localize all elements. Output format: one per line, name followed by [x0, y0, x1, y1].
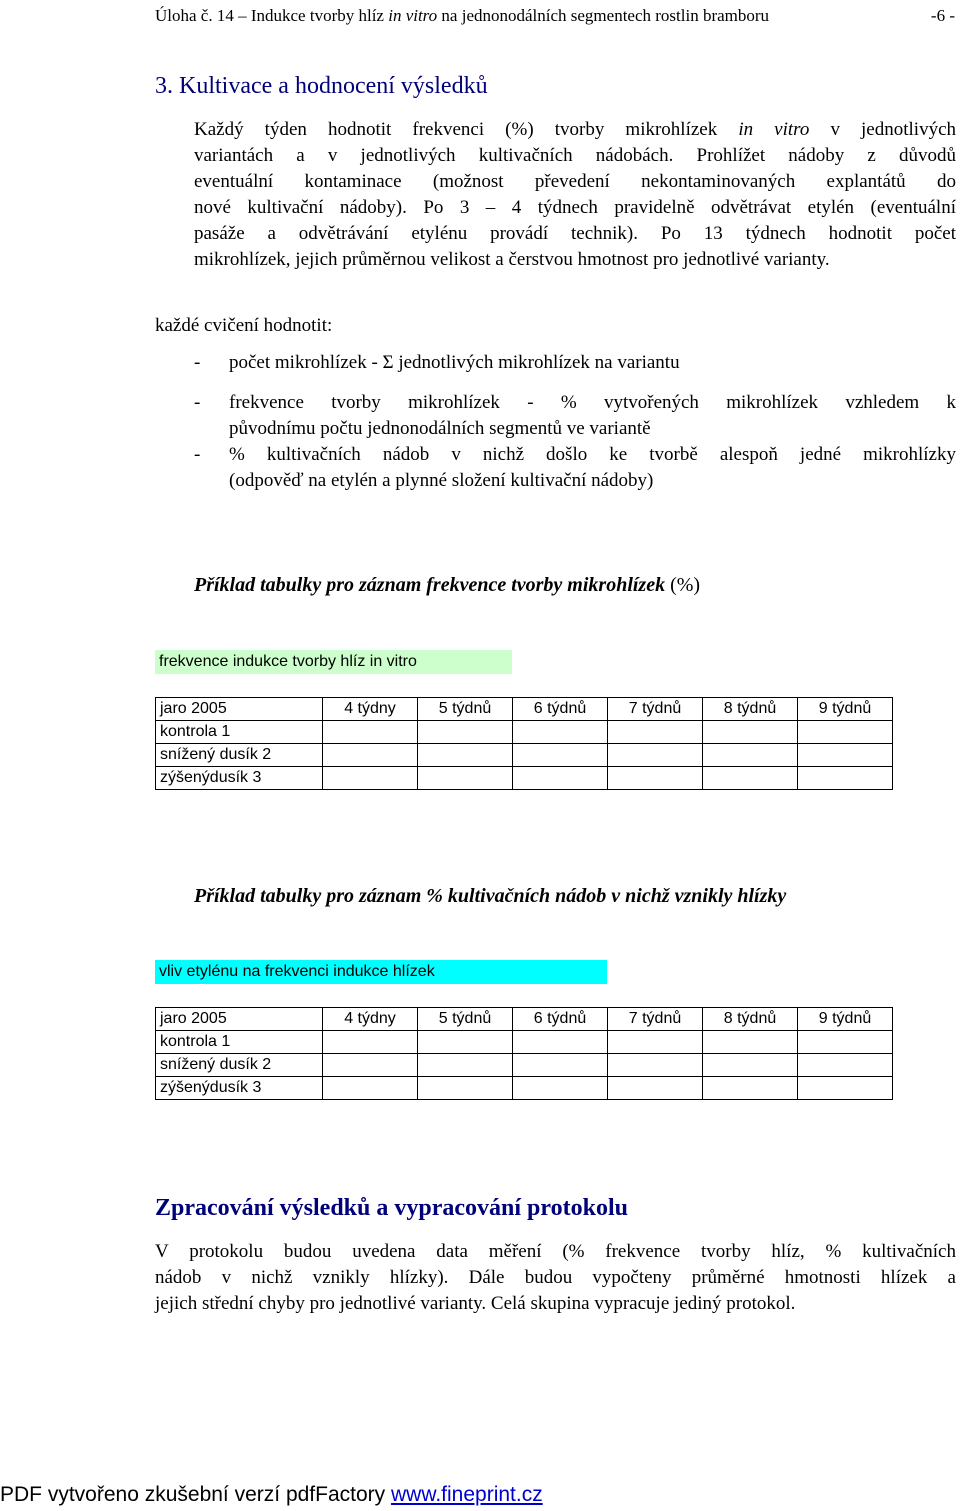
table2-caption: Příklad tabulky pro záznam % kultivačních nádob v nichž vznikly hlízky — [194, 885, 787, 907]
table-cell[interactable] — [323, 767, 418, 790]
bullet-line: původnímu počtu jednonodálních segmentů ve variantě — [229, 418, 651, 439]
table-cell: snížený dusík 2 — [156, 744, 323, 767]
paragraph-line: eventuální kontaminace (možnost převedení nekontaminovaných explantátů do — [194, 171, 956, 192]
table-cell: 7 týdnů — [608, 698, 703, 721]
table-cell[interactable] — [798, 1077, 893, 1100]
evaluation-intro: každé cvičení hodnotit: — [155, 315, 333, 336]
table-cell[interactable] — [703, 767, 798, 790]
page-number: -6 - — [930, 6, 955, 25]
table-header-row — [156, 1008, 893, 1031]
table-row — [156, 1031, 893, 1054]
table2 — [155, 1007, 893, 1100]
table-cell[interactable] — [418, 721, 513, 744]
table-cell: kontrola 1 — [156, 1031, 323, 1054]
table1-label: frekvence indukce tvorby hlíz in vitro — [155, 650, 512, 674]
table-cell: 4 týdny — [323, 698, 418, 721]
table-cell[interactable] — [608, 1031, 703, 1054]
table-row — [156, 767, 893, 790]
section-paragraph — [194, 117, 956, 273]
table-cell[interactable] — [323, 1031, 418, 1054]
bullet-dash: - — [194, 444, 201, 465]
table-cell[interactable] — [418, 1054, 513, 1077]
paragraph-line: pasáže a odvětrávání etylénu provádí technik). Po 13 týdnech hodnotit počet — [194, 223, 956, 244]
table-row — [156, 1054, 893, 1077]
table-cell[interactable] — [703, 721, 798, 744]
table-cell[interactable] — [418, 767, 513, 790]
bullet-vessels — [194, 442, 956, 494]
bullet-line: počet mikrohlízek - Σ jednotlivých mikrohlízek na variantu — [229, 352, 680, 373]
paragraph-line: nové kultivační nádoby). Po 3 – 4 týdnech pravidelně odvětrávat etylén (eventuální — [194, 197, 956, 218]
bullet-dash: - — [194, 352, 201, 373]
table1 — [155, 697, 893, 790]
table-cell[interactable] — [703, 1054, 798, 1077]
table-cell[interactable] — [703, 1031, 798, 1054]
table-cell[interactable] — [798, 744, 893, 767]
paragraph-line: Každý týden hodnotit frekvenci (%) tvorby mikrohlízek in vitro v jednotlivých — [194, 119, 956, 140]
protocol-title: Zpracování výsledků a vypracování protokolu — [155, 1195, 628, 1221]
table-cell: 5 týdnů — [418, 698, 513, 721]
table-cell: 9 týdnů — [798, 698, 893, 721]
table-cell[interactable] — [323, 1077, 418, 1100]
protocol-paragraph — [155, 1239, 956, 1317]
table-cell[interactable] — [323, 744, 418, 767]
page-header — [155, 6, 955, 26]
paragraph-line: mikrohlízek, jejich průměrnou velikost a čerstvou hmotnost pro jednotlivé varianty. — [194, 249, 830, 270]
table-cell[interactable] — [513, 721, 608, 744]
table-cell[interactable] — [513, 744, 608, 767]
table-cell[interactable] — [323, 1054, 418, 1077]
table-header-row — [156, 698, 893, 721]
table-cell[interactable] — [513, 1031, 608, 1054]
pdf-footer — [0, 1482, 543, 1508]
bullet-line: frekvence tvorby mikrohlízek - % vytvořených mikrohlízek vzhledem k — [229, 392, 956, 413]
paragraph-line: V protokolu budou uvedena data měření (% frekvence tvorby hlíz, % kultivačních — [155, 1241, 956, 1262]
table-cell[interactable] — [608, 721, 703, 744]
table-cell: kontrola 1 — [156, 721, 323, 744]
table-cell[interactable] — [703, 1077, 798, 1100]
table-cell[interactable] — [608, 744, 703, 767]
table-cell[interactable] — [798, 1031, 893, 1054]
table-cell: 6 týdnů — [513, 698, 608, 721]
paragraph-line: jejich střední chyby pro jednotlivé varianty. Celá skupina vypracuje jediný protokol. — [155, 1293, 796, 1314]
table-cell[interactable] — [418, 744, 513, 767]
paragraph-line: variantách a v jednotlivých kultivačních nádobách. Prohlížet nádoby z důvodů — [194, 145, 956, 166]
table-cell: 4 týdny — [323, 1008, 418, 1031]
table-cell: 9 týdnů — [798, 1008, 893, 1031]
fineprint-link[interactable]: www.fineprint.cz — [390, 1483, 543, 1506]
table-cell: 7 týdnů — [608, 1008, 703, 1031]
table-cell[interactable] — [513, 767, 608, 790]
table-cell[interactable] — [323, 721, 418, 744]
table2-label: vliv etylénu na frekvenci indukce hlízek — [155, 960, 607, 984]
bullet-line: % kultivačních nádob v nichž došlo ke tvorbě alespoň jedné mikrohlízky — [229, 444, 956, 465]
bullet-frequency — [194, 390, 956, 442]
table-cell: 6 týdnů — [513, 1008, 608, 1031]
table-cell[interactable] — [703, 744, 798, 767]
table-cell[interactable] — [798, 767, 893, 790]
table-cell[interactable] — [418, 1077, 513, 1100]
table-cell[interactable] — [608, 1054, 703, 1077]
table-cell: 5 týdnů — [418, 1008, 513, 1031]
table-cell: 8 týdnů — [703, 1008, 798, 1031]
table-cell: jaro 2005 — [156, 698, 323, 721]
table-row — [156, 721, 893, 744]
header-text: Úloha č. 14 – Indukce tvorby hlíz in vitro na jednonodálních segmentech rostlin bramboru — [155, 6, 770, 25]
table-cell[interactable] — [513, 1077, 608, 1100]
bullet-count — [194, 350, 956, 376]
table-cell: zýšenýdusík 3 — [156, 767, 323, 790]
table-cell[interactable] — [798, 1054, 893, 1077]
table-cell: zýšenýdusík 3 — [156, 1077, 323, 1100]
table-cell: jaro 2005 — [156, 1008, 323, 1031]
paragraph-line: nádob v nichž vznikly hlízky). Dále budou vypočteny průměrné hmotnosti hlízek a — [155, 1267, 956, 1288]
bullet-dash: - — [194, 392, 201, 413]
table-row — [156, 744, 893, 767]
table1-caption: Příklad tabulky pro záznam frekvence tvorby mikrohlízek (%) — [194, 574, 701, 596]
bullet-line: (odpověď na etylén a plynné složení kultivační nádoby) — [229, 470, 654, 491]
table-cell[interactable] — [608, 1077, 703, 1100]
section-title: 3. Kultivace a hodnocení výsledků — [155, 73, 488, 99]
table-cell[interactable] — [418, 1031, 513, 1054]
footer-text: PDF vytvořeno zkušební verzí pdfFactory — [0, 1483, 391, 1506]
table-cell[interactable] — [798, 721, 893, 744]
table-cell[interactable] — [513, 1054, 608, 1077]
table-cell: snížený dusík 2 — [156, 1054, 323, 1077]
table-cell: 8 týdnů — [703, 698, 798, 721]
table-cell[interactable] — [608, 767, 703, 790]
table-row — [156, 1077, 893, 1100]
